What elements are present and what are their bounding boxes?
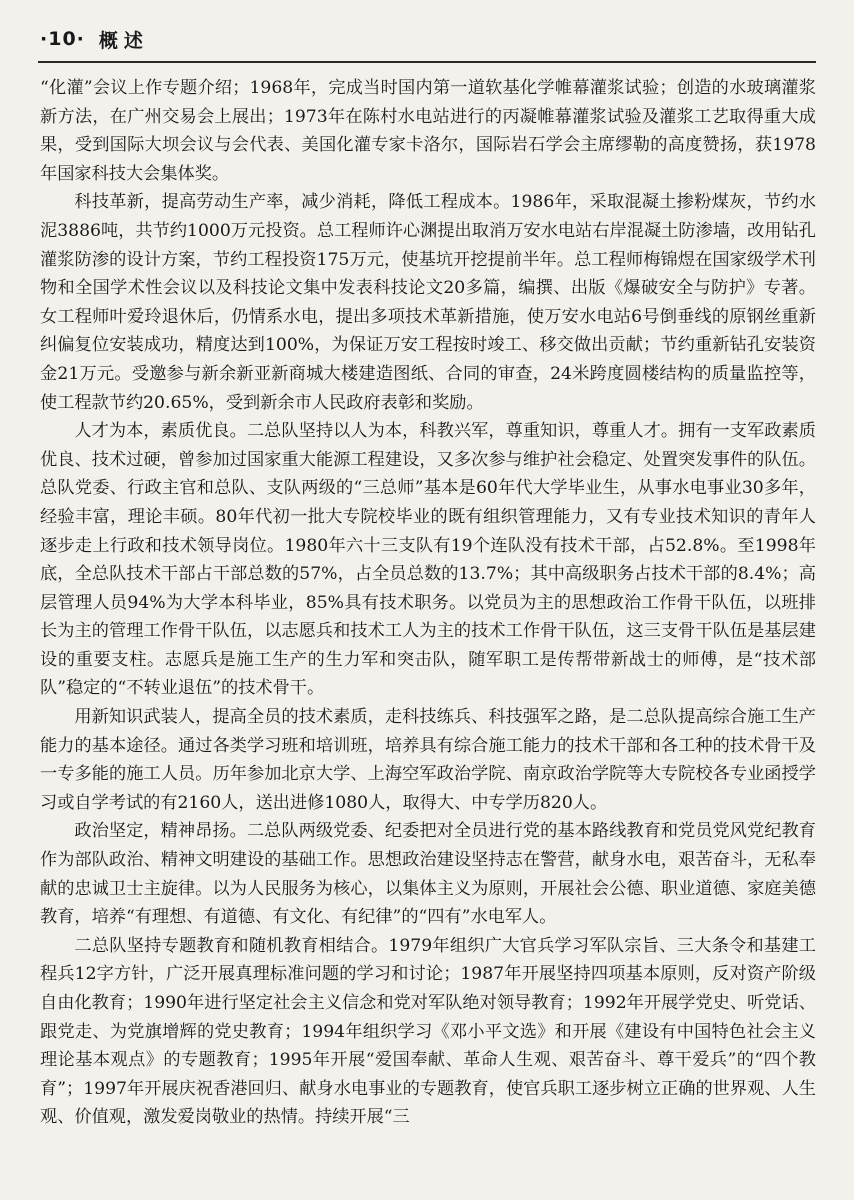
page-header [40,20,814,58]
paragraph-education: 二总队坚持专题教育和随机教育相结合。1979年组织广大官兵学习军队宗旨、三大条令和基建工程兵12字方针，广泛开展真理标准问题的学习和讨论；1987年开展坚持四项基本原则，反对资产阶级自由化教育；1990年进行坚定社会主义信念和党对军队绝对领导教育；1992年开展学党史、听党话、跟党走、为党旗增辉的党史教育；1994年组织学习《邓小平文选》和开展《建设有中国特色社会主义理论基本观点》的专题教育；1995年开展“爱国奉献、革命人生观、艰苦奋斗、尊干爱兵”的“四个教育”；1997年开展庆祝香港回归、献身水电事业的专题教育，使官兵职工逐步树立正确的世界观、人生观、价值观，激发爱岗敬业的热情。持续开展“三 [40,935,816,1128]
paragraph-talent: 人才为本，素质优良。二总队坚持以人为本，科教兴军，尊重知识，尊重人才。拥有一支军政素质优良、技术过硬，曾参加过国家重大能源工程建设，又多次参与维护社会稳定、处置突发事件的队伍。总队党委、行政主官和总队、支队两级的“三总师”基本是60年代大学毕业生，从事水电事业30多年，经验丰富，理论丰硕。80年代初一批大专院校毕业的既有组织管理能力，又有专业技术知识的青年人逐步走上行政和技术领导岗位。1980年六十三支队有19个连队没有技术干部，占52.8%。至1998年底，全总队技术干部占干部总数的57%，占全员总数的13.7%；其中高级职务占技术干部的8.4%；高层管理人员94%为大学本科毕业，85%具有技术职务。以党员为主的思想政治工作骨干队伍，以班排长为主的管理工作骨干队伍，以志愿兵和技术工人为主的技术工作骨干队伍，这三支骨干队伍是基层建设的重要支柱。志愿兵是施工生产的生力军和突击队，随军职工是传帮带新战士的师傅，是“技术部队”稳定的“不转业退伍”的技术骨干。 [40,421,816,699]
paragraph-continued: “化灌”会议上作专题介绍；1968年，完成当时国内第一道软基化学帷幕灌浆试验；创造的水玻璃灌浆新方法，在广州交易会上展出；1973年在陈村水电站进行的丙凝帷幕灌浆试验及灌浆工艺取得重大成果，受到国际大坝会议与会代表、美国化灌专家卡洛尔，国际岩石学会主席缪勒的高度赞扬，获1978年国家科技大会集体奖。 [40,78,816,184]
section-title: 概述 [98,29,149,52]
paragraph-political: 政治坚定，精神昂扬。二总队两级党委、纪委把对全员进行党的基本路线教育和党员党风党纪教育作为部队政治、精神文明建设的基础工作。思想政治建设坚持志在警营，献身水电，艰苦奋斗，无私奉献的忠诚卫士主旋律。以为人民服务为核心，以集体主义为原则，开展社会公德、职业道德、家庭美德教育，培养“有理想、有道德、有文化、有纪律”的“四有”水电军人。 [40,821,816,928]
body-text [40,74,816,1132]
page-number: ·10· [40,28,85,50]
paragraph-training: 用新知识武装人，提高全员的技术素质，走科技练兵、科技强军之路，是二总队提高综合施工生产能力的基本途径。通过各类学习班和培训班，培养具有综合施工能力的技术干部和各工种的技术骨干及一专多能的施工人员。历年参加北京大学、上海空军政治学院、南京政治学院等大专院校各专业函授学习或自学考试的有2160人，送出进修1080人，取得大、中专学历820人。 [40,707,816,813]
header-rule [38,61,816,63]
paragraph-tech-innovation: 科技革新，提高劳动生产率，减少消耗，降低工程成本。1986年，采取混凝土掺粉煤灰，节约水泥3886吨，共节约1000万元投资。总工程师许心渊提出取消万安水电站右岸混凝土防渗墙，改用钻孔灌浆防渗的设计方案，节约工程投资175万元，使基坑开挖提前半年。总工程师梅锦煜在国家级学术刊物和全国学术性会议以及科技论文集中发表科技论文20多篇，编撰、出版《爆破安全与防护》专著。女工程师叶爱玲退休后，仍情系水电，提出多项技术革新措施，使万安水电站6号倒垂线的原钢丝重新纠偏复位安装成功，精度达到100%，为保证万安工程按时竣工、移交做出贡献；节约重新钻孔安装资金21万元。受邀参与新余新亚新商城大楼建造图纸、合同的审查，24米跨度圆楼结构的质量监控等，使工程款节约20.65%，受到新余市人民政府表彰和奖励。 [40,192,816,413]
